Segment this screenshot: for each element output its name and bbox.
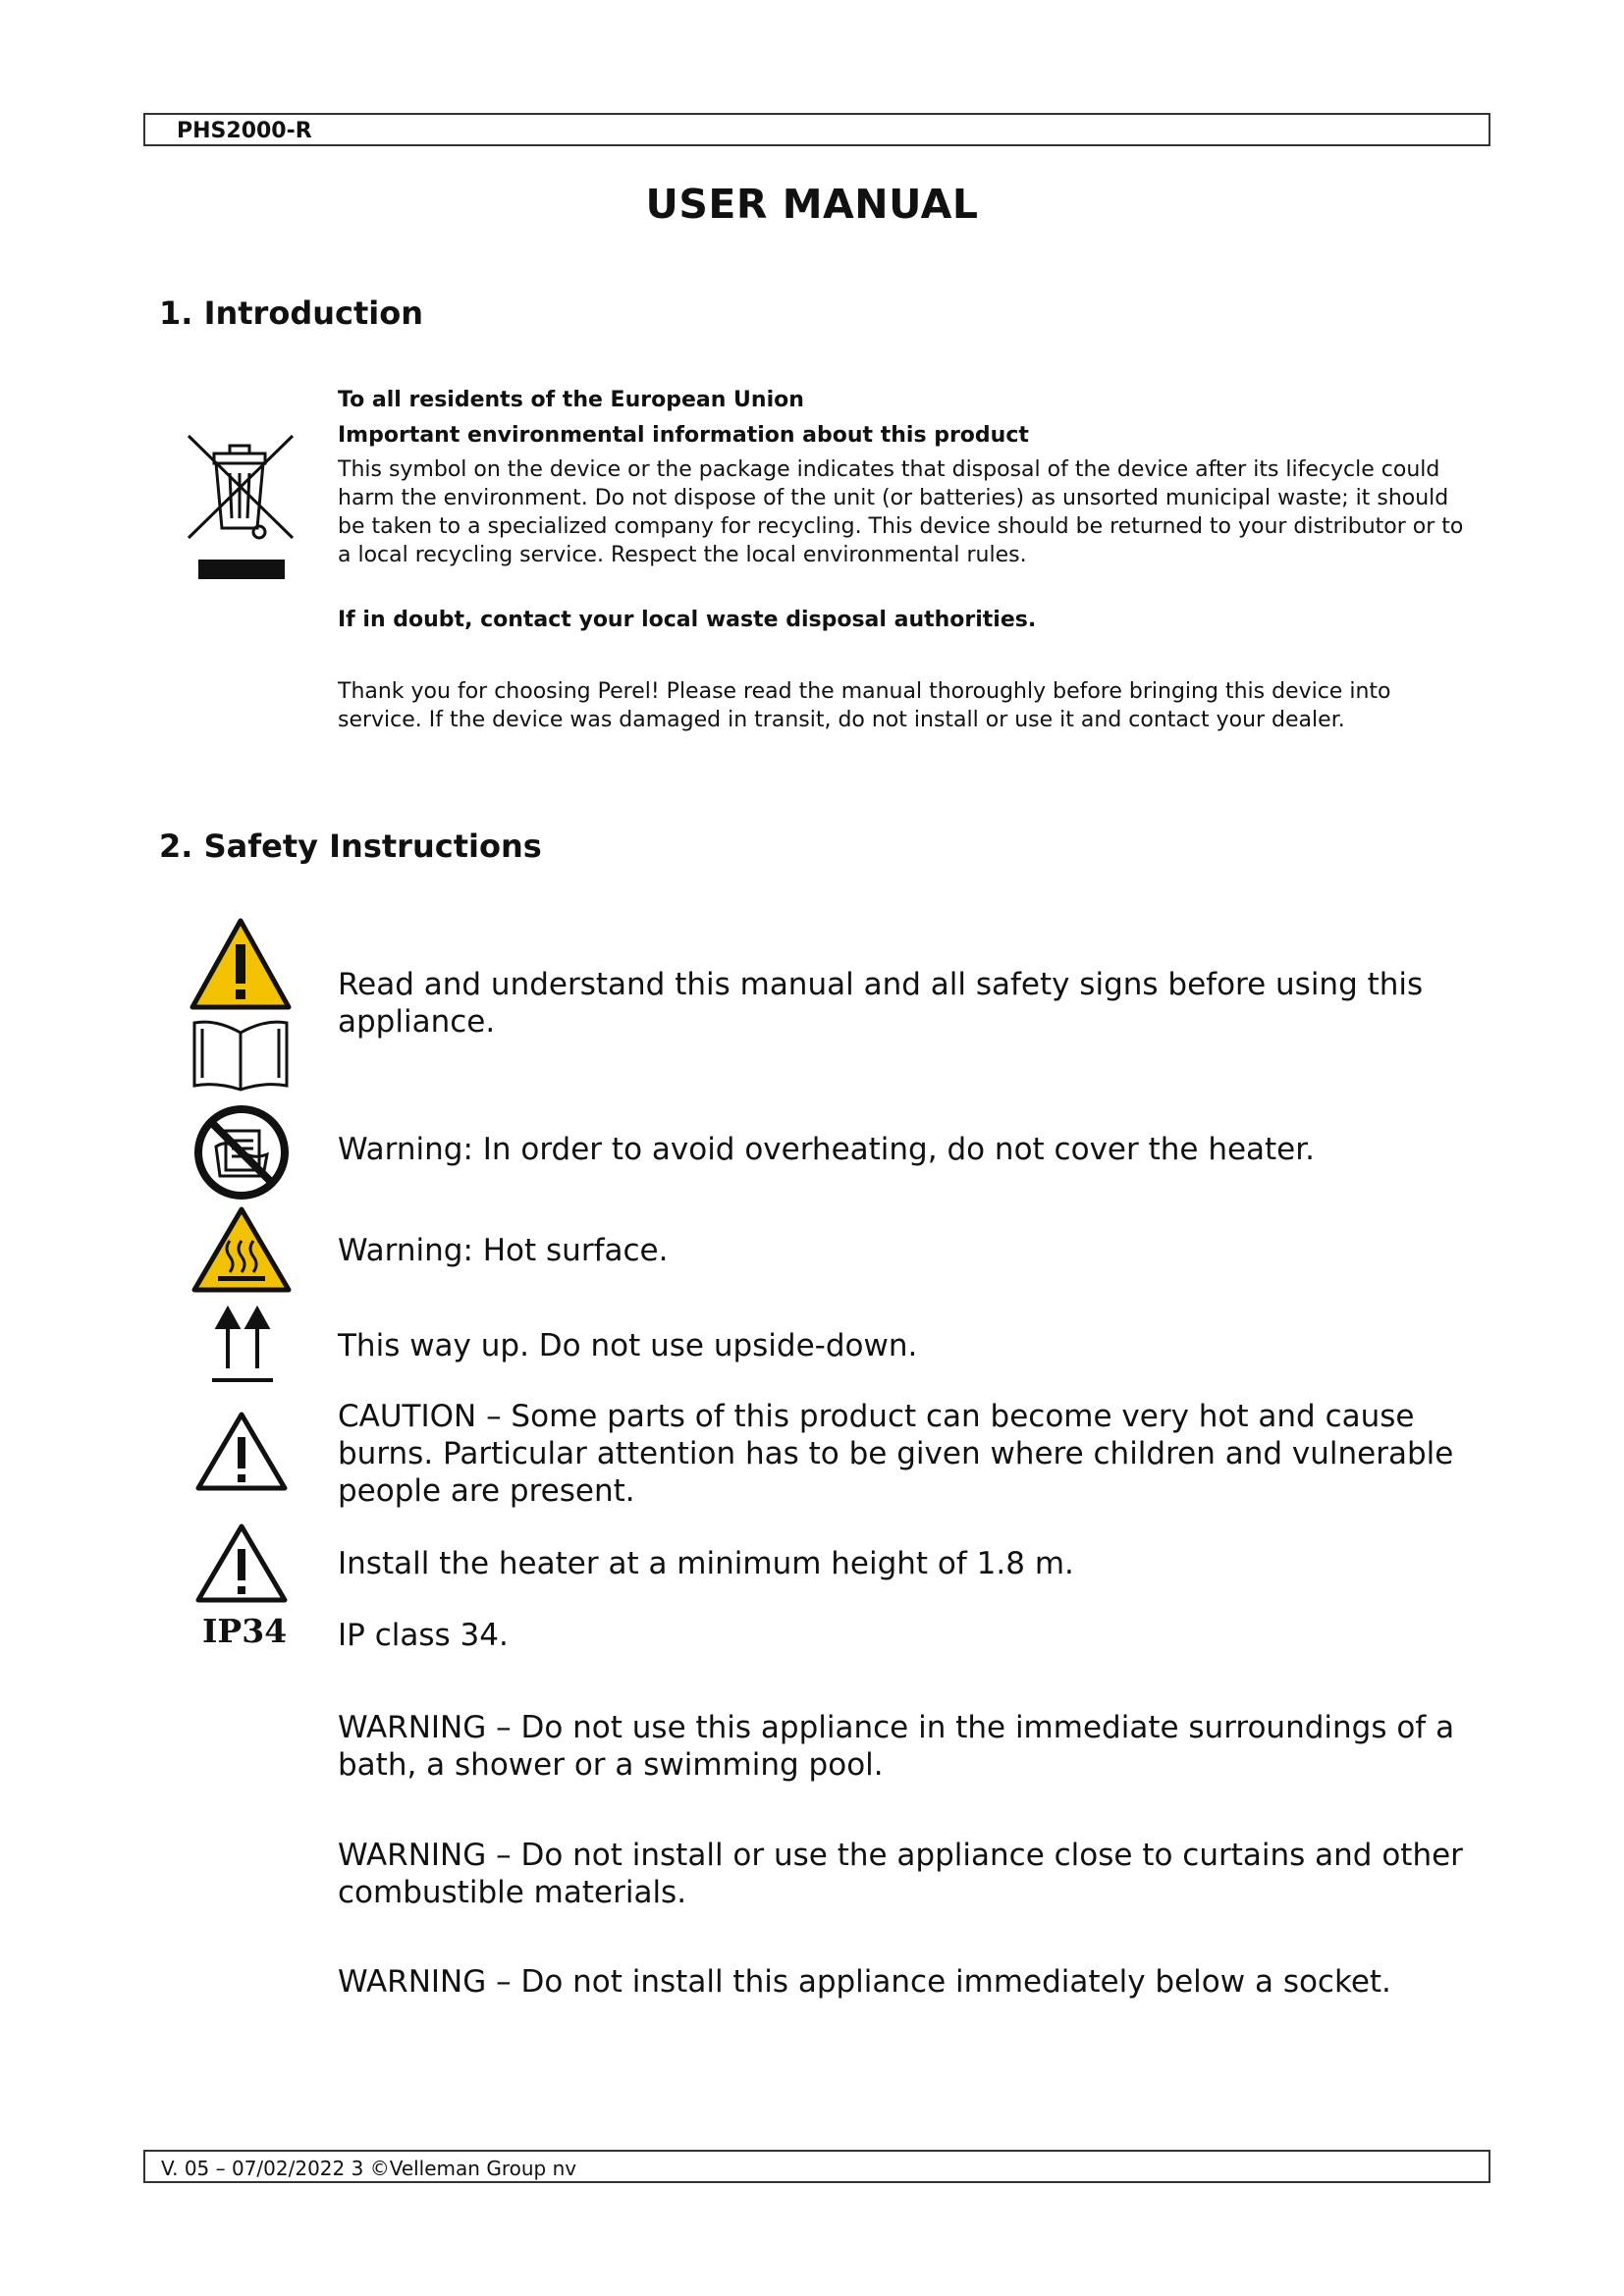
- page-title: USER MANUAL: [645, 181, 979, 228]
- eu-residents-line: To all residents of the European Union: [338, 388, 804, 412]
- weee-paragraph: This symbol on the device or the package indicates that disposal of the device after its lifecycle could harm the environment. Do not dispose of the unit (or batteries) as unsorted municipal waste; it should be taken to a specialized company for recycling. This device should be returned to your distributor or to a local recycling service. Respect the local environmental rules.: [338, 457, 1464, 567]
- section-heading-safety: 2. Safety Instructions: [159, 828, 542, 865]
- warning-read-manual-icon: [187, 917, 295, 1095]
- safety-item-text: This way up. Do not use upside-down.: [338, 1328, 918, 1363]
- hot-surface-icon: [190, 1205, 293, 1300]
- safety-item-text: Read and understand this manual and all safety signs before using this appliance.: [338, 967, 1424, 1040]
- safety-item-text: WARNING – Do not use this appliance in the immediate surroundings of a bath, a shower or a swimming pool.: [338, 1710, 1455, 1783]
- caution-icon: [194, 1410, 289, 1498]
- safety-item-text: WARNING – Do not install this appliance immediately below a socket.: [338, 1964, 1391, 2000]
- ip34-label: IP34: [202, 1612, 288, 1650]
- footer-version-text: V. 05 – 07/02/2022 3 ©Velleman Group nv: [161, 2157, 577, 2180]
- thank-you-paragraph: Thank you for choosing Perel! Please read the manual thoroughly before bringing this device into service. If the device was damaged in transit, do not install or use it and contact your dealer.: [338, 679, 1391, 732]
- safety-item-text: Install the heater at a minimum height of 1.8 m.: [338, 1546, 1074, 1581]
- caution-icon: [194, 1522, 289, 1610]
- model-number: PHS2000-R: [177, 119, 312, 143]
- footer-box: [143, 2150, 1490, 2183]
- do-not-cover-icon: [192, 1103, 291, 1205]
- safety-item-text: CAUTION – Some parts of this product can become very hot and cause burns. Particular attention has to be given where children and vulnerable people are present.: [338, 1399, 1454, 1509]
- header-box: [143, 113, 1490, 146]
- safety-item-text: WARNING – Do not install or use the appliance close to curtains and other combustible materials.: [338, 1838, 1463, 1910]
- safety-item-text: IP class 34.: [338, 1618, 509, 1653]
- section-heading-introduction: 1. Introduction: [159, 294, 423, 332]
- this-way-up-icon: [208, 1306, 277, 1390]
- crossed-out-wheelie-bin-icon: [185, 432, 298, 589]
- waste-authorities-line: If in doubt, contact your local waste disposal authorities.: [338, 608, 1037, 632]
- environmental-info-line: Important environmental information about this product: [338, 423, 1029, 448]
- safety-item-text: Warning: In order to avoid overheating, do not cover the heater.: [338, 1132, 1316, 1167]
- safety-item-text: Warning: Hot surface.: [338, 1233, 669, 1268]
